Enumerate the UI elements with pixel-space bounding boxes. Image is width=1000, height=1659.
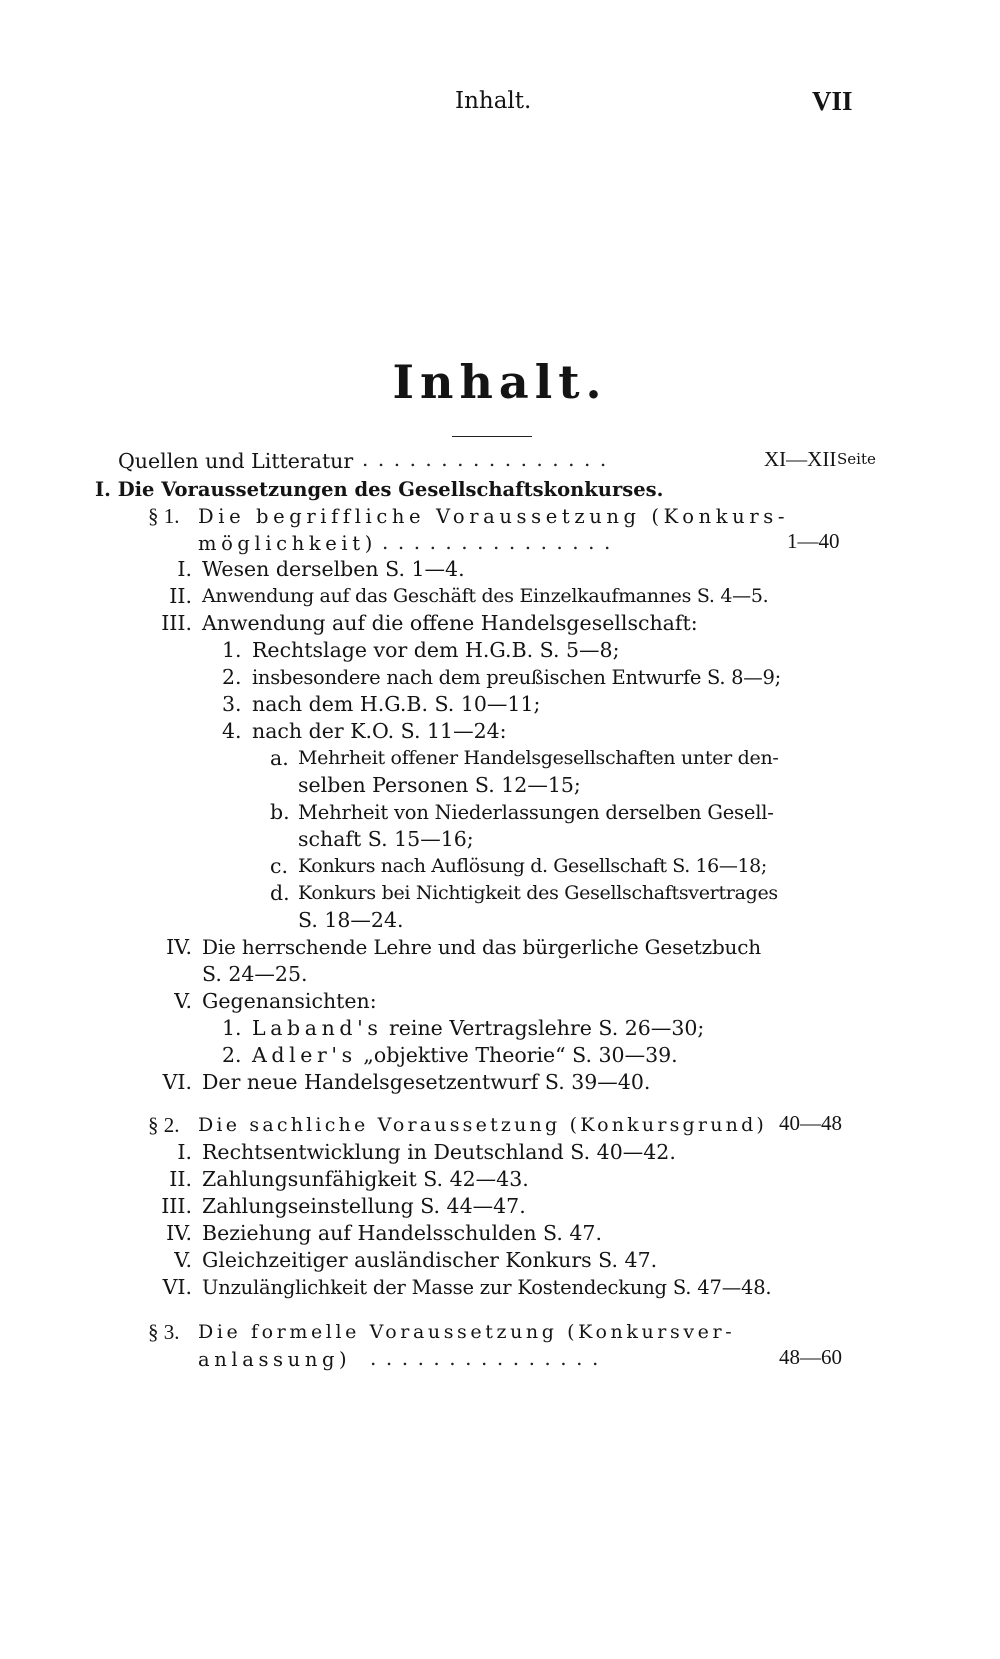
toc-item-text: Zahlungseinstellung S. 44—47. (202, 1194, 526, 1218)
toc-item-text: Wesen derselben S. 1—4. (202, 557, 465, 581)
toc-item-text: Beziehung auf Handelsschulden S. 47. (202, 1221, 602, 1245)
toc-section-page: 40—48 (779, 1111, 842, 1135)
page-title: Inhalt. (392, 355, 608, 409)
toc-section-title: Die begriffliche Voraussetzung (Konkurs- (198, 505, 790, 528)
page-number: VII (812, 86, 853, 116)
toc-section-title-cont: möglichkeit) (198, 532, 377, 555)
toc-item-text: Rechtsentwicklung in Deutschland S. 40—42. (202, 1140, 676, 1164)
toc-item-text: Die herrschende Lehre und das bürgerliche Gesetzbuch (202, 935, 761, 959)
running-header-title: Inhalt. (455, 88, 532, 114)
toc-item-text: Anwendung auf die offene Handelsgesellschaft: (202, 611, 698, 635)
toc-subitem-label: 3. (222, 692, 242, 716)
toc-subitem-text: insbesondere nach dem preußischen Entwurfe S. 8—9; (252, 666, 781, 689)
toc-subitem-text: nach der K.O. S. 11—24: (252, 719, 507, 743)
toc-subsubitem-label: d. (270, 881, 290, 905)
toc-item-label: III. (161, 611, 192, 635)
toc-subitem-label: 1. (222, 1016, 242, 1040)
toc-chapter-heading: I. Die Voraussetzungen des Gesellschaftskonkurses. (95, 478, 664, 501)
toc-subsubitem-label: b. (270, 800, 290, 824)
toc-subitem-text (252, 1015, 704, 1042)
author-name: Adler's (252, 1043, 357, 1067)
toc-section-title: Die sachliche Voraussetzung (Konkursgrund) (198, 1114, 768, 1136)
toc-item-text: Der neue Handelsgesetzentwurf S. 39—40. (202, 1070, 651, 1094)
toc-subitem-label: 1. (222, 638, 242, 662)
toc-item-label: II. (169, 584, 192, 608)
toc-subitem-label: 2. (222, 1043, 242, 1067)
toc-item-label: I. (177, 1140, 192, 1164)
toc-item-text: Gegenansichten: (202, 989, 377, 1013)
toc-item-label: VI. (162, 1070, 192, 1094)
toc-subsubitem-text-cont: S. 18—24. (298, 908, 404, 932)
toc-item-text-cont: S. 24—25. (202, 962, 308, 986)
toc-section-page: 48—60 (779, 1345, 842, 1369)
toc-subitem-label: 2. (222, 665, 242, 689)
toc-subsubitem-label: c. (270, 854, 288, 878)
toc-leader-dots: ................ (362, 447, 616, 471)
toc-subsubitem-text-cont: selben Personen S. 12—15; (298, 773, 581, 797)
toc-section-title: Die formelle Voraussetzung (Konkursver- (198, 1321, 736, 1343)
toc-item-label: III. (161, 1194, 192, 1218)
toc-item-text: Gleichzeitiger ausländischer Konkurs S. 47. (202, 1248, 658, 1272)
toc-subitem-label: 4. (222, 719, 242, 743)
toc-page-quellen: XI—XII (764, 447, 837, 471)
toc-item-text: Unzulänglichkeit der Masse zur Kostendeckung S. 47—48. (202, 1276, 772, 1299)
toc-leader-dots: ............... (382, 530, 620, 554)
toc-item-label: V. (174, 1248, 192, 1272)
toc-subsubitem-text-cont: schaft S. 15—16; (298, 827, 474, 851)
toc-item-text: Anwendung auf das Geschäft des Einzelkaufmannes S. 4—5. (202, 585, 769, 607)
toc-item-text: Zahlungsunfähigkeit S. 42—43. (202, 1167, 529, 1191)
toc-item-label: II. (169, 1167, 192, 1191)
seite-label: Seite (837, 450, 876, 468)
toc-section-page: 1—40 (787, 529, 840, 553)
title-rule (452, 436, 532, 437)
toc-item-label: VI. (162, 1275, 192, 1299)
toc-subsubitem-text: Mehrheit von Niederlassungen derselben Gesell- (298, 801, 774, 824)
toc-subitem-text: nach dem H.G.B. S. 10—11; (252, 692, 541, 716)
toc-subitem-text: Rechtslage vor dem H.G.B. S. 5—8; (252, 638, 620, 662)
toc-subsubitem-text: Konkurs bei Nichtigkeit des Gesellschaftsvertrages (298, 882, 778, 904)
toc-item-label: IV. (166, 935, 192, 959)
toc-subsubitem-text: Mehrheit offener Handelsgesellschaften unter den- (298, 747, 779, 769)
toc-item-label: IV. (166, 1221, 192, 1245)
toc-subitem-rest: reine Vertragslehre S. 26—30; (382, 1016, 705, 1040)
toc-subitem-text (252, 1042, 678, 1069)
toc-section-label: § 1. (148, 504, 180, 528)
toc-item-label: I. (177, 557, 192, 581)
toc-section-title-cont: anlassung) (198, 1348, 352, 1371)
toc-subitem-rest: „objektive Theorie“ S. 30—39. (356, 1043, 678, 1067)
toc-entry-quellen: Quellen und Litteratur (118, 449, 354, 473)
toc-subsubitem-text: Konkurs nach Auflösung d. Gesellschaft S. 16—18; (298, 855, 767, 877)
toc-section-label: § 3. (148, 1320, 180, 1344)
author-name: Laband's (252, 1016, 383, 1040)
toc-leader-dots: ............... (370, 1346, 608, 1370)
toc-section-label: § 2. (148, 1113, 180, 1137)
toc-subsubitem-label: a. (270, 746, 289, 770)
toc-item-label: V. (174, 989, 192, 1013)
